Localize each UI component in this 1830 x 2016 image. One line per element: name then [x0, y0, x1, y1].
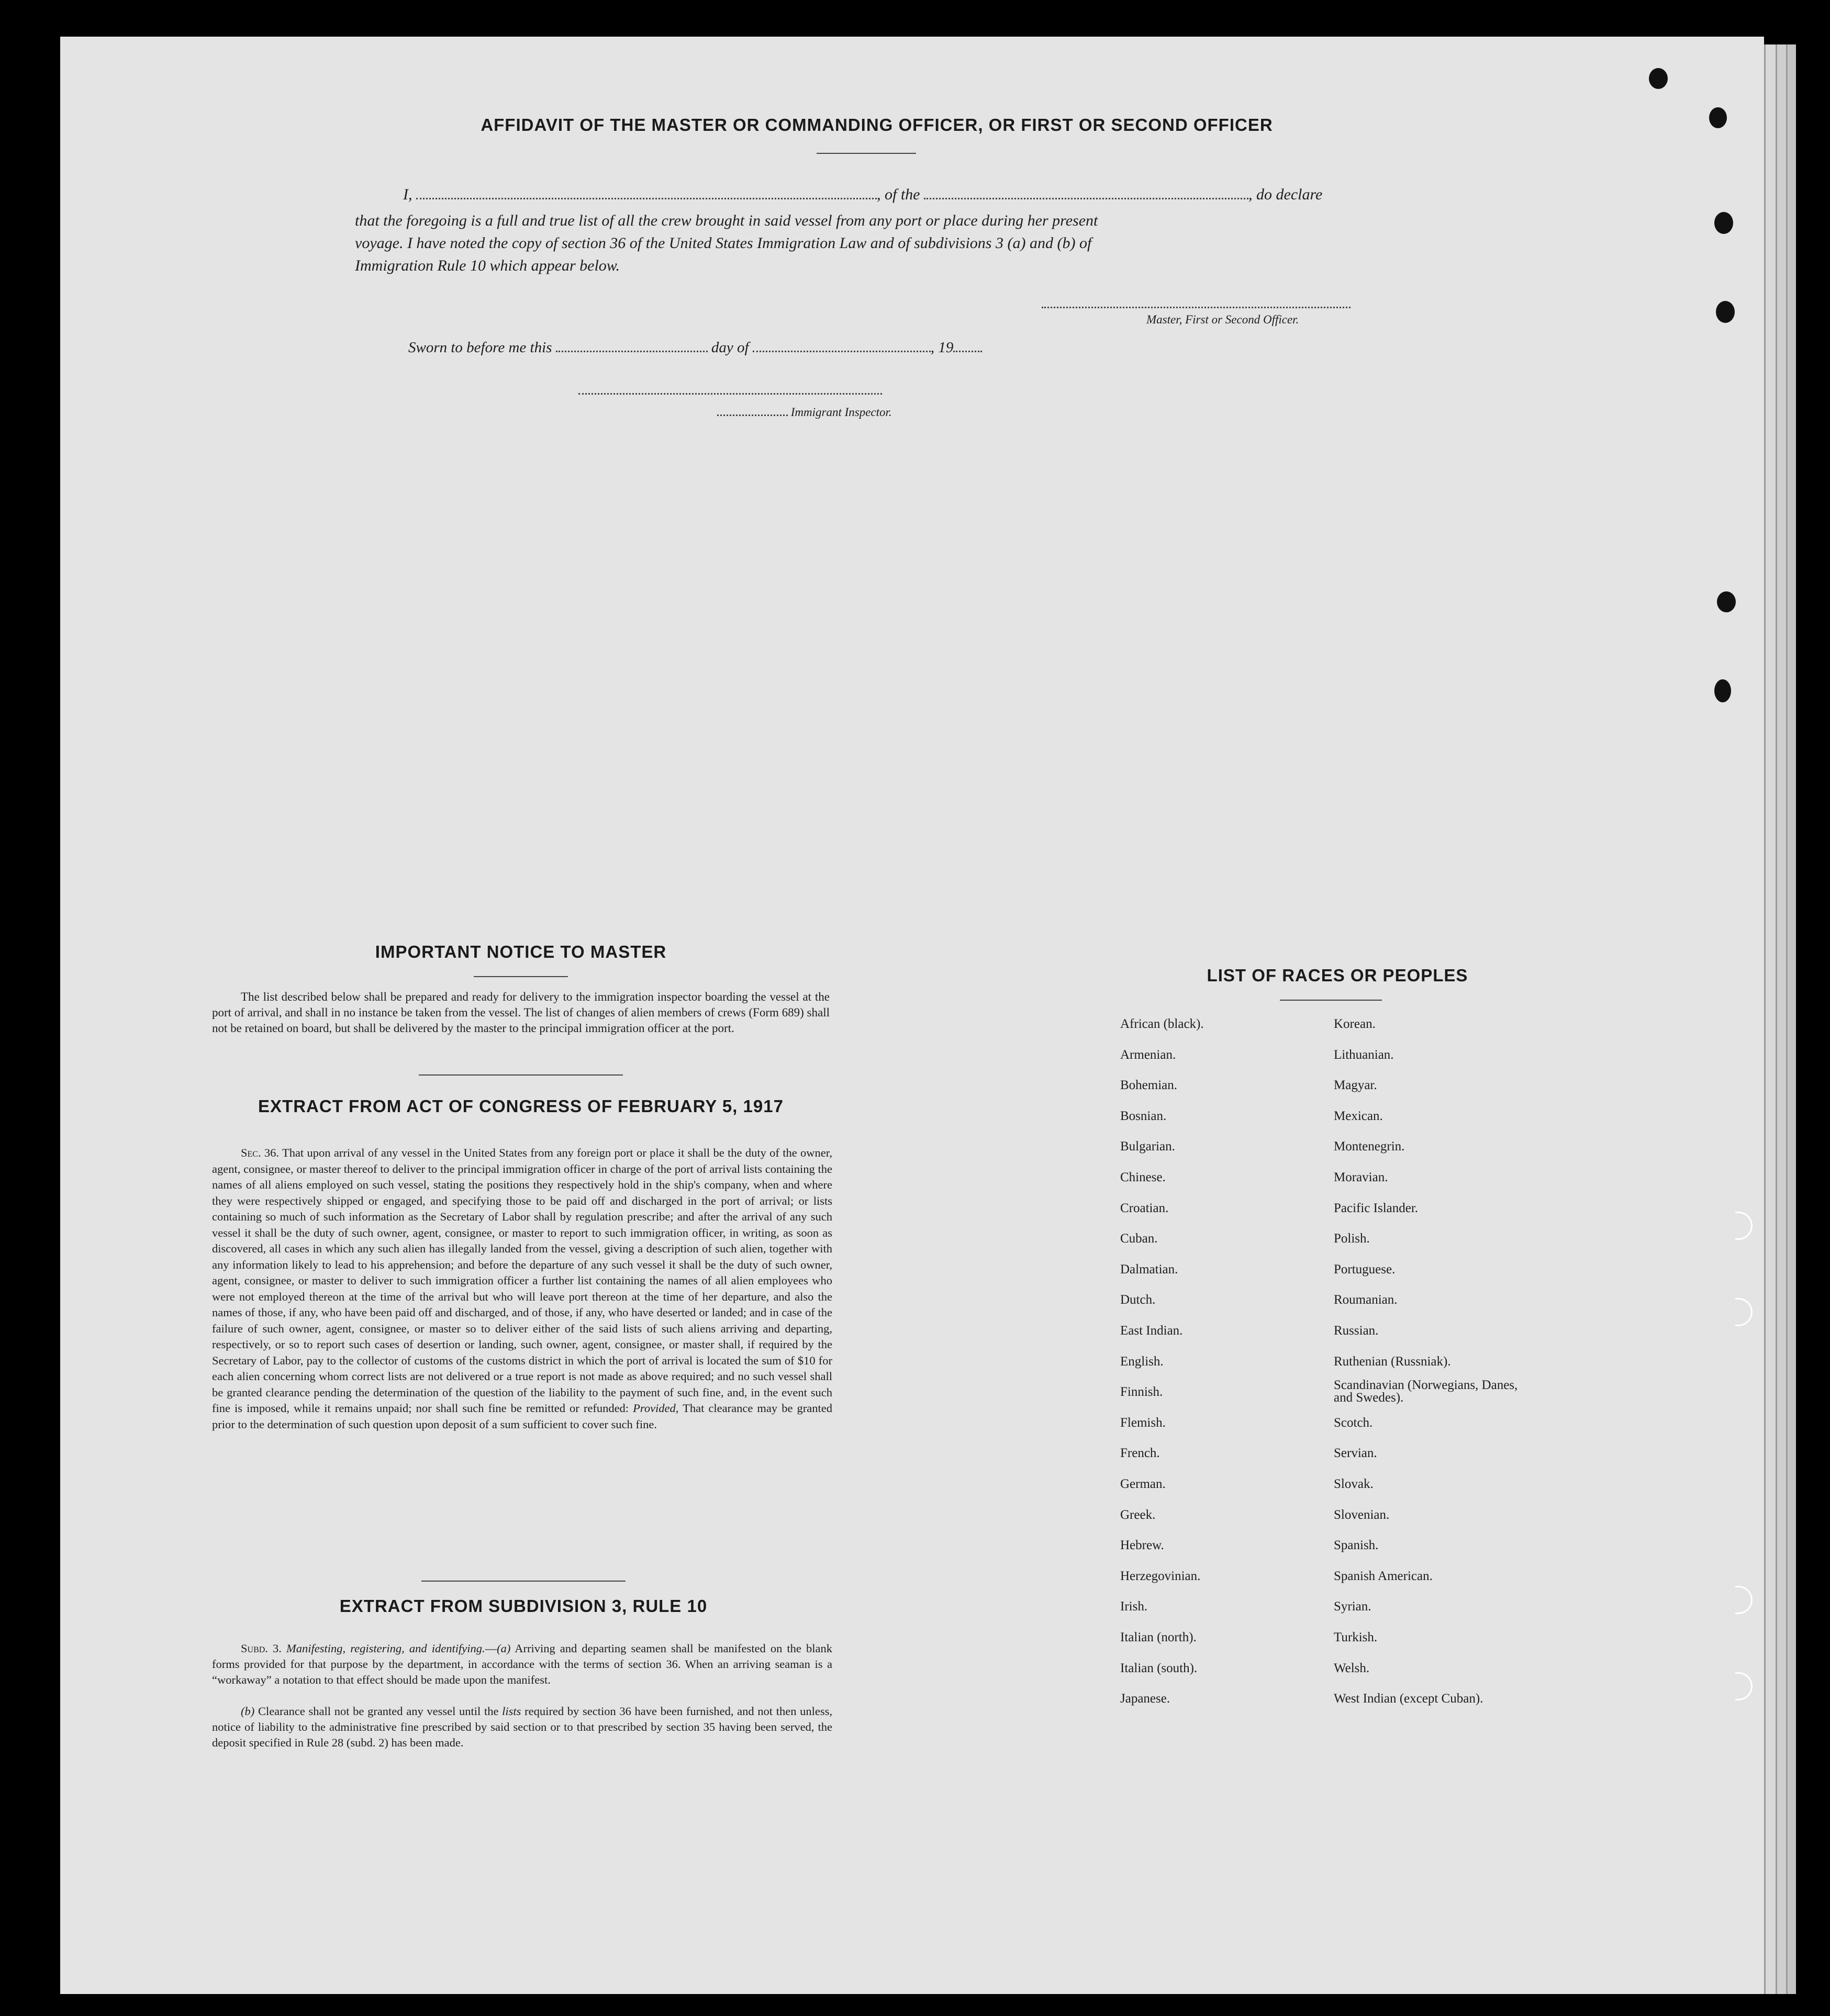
- race-item: French.: [1120, 1446, 1160, 1461]
- race-item: Scandinavian (Norwegians, Danes, and Swedes).: [1334, 1378, 1518, 1405]
- race-item: West Indian (except Cuban).: [1334, 1692, 1483, 1706]
- provided-label: Provided,: [633, 1402, 679, 1415]
- race-item: Hebrew.: [1120, 1538, 1164, 1553]
- race-item: Bosnian.: [1120, 1108, 1167, 1123]
- affidavit-body: [355, 209, 1381, 277]
- race-item: Portuguese.: [1334, 1262, 1396, 1276]
- sec-label: Sec. 36.: [241, 1146, 280, 1159]
- subd-label: Subd. 3.: [241, 1642, 282, 1655]
- affidavit-body-line: voyage. I have noted the copy of section 36 of the United States Immigration Law and of subdivisions 3 (a) and (b) of: [355, 234, 1092, 252]
- race-item: Dalmatian.: [1120, 1262, 1178, 1276]
- inspector-signature-blank: [578, 393, 882, 395]
- race-item: Herzegovinian.: [1120, 1569, 1201, 1583]
- i-label: I,: [403, 186, 412, 203]
- notice-text: The list described below shall be prepared and ready for delivery to the immigration inspector boarding the vessel at the port of arrival, and shall in no instance be taken from the vessel. The list of changes of alien members of crews (Form 689) shall not be retained on board, but shall be delivered by the master to the principal immigration officer at the port.: [212, 990, 830, 1035]
- sworn-label: Sworn to before me this: [408, 339, 552, 356]
- race-item: African (black).: [1120, 1017, 1204, 1031]
- race-item: Russian.: [1334, 1324, 1379, 1338]
- subd-heading: Manifesting, registering, and identifying.: [286, 1642, 485, 1655]
- race-item: English.: [1120, 1354, 1164, 1369]
- year-prefix: , 19: [930, 339, 954, 356]
- race-item: Slovenian.: [1334, 1507, 1390, 1522]
- rule-subd-b: [212, 1704, 832, 1751]
- race-item: Polish.: [1334, 1231, 1370, 1246]
- race-item: Cuban.: [1120, 1231, 1158, 1246]
- month-blank: [753, 350, 931, 352]
- race-item: Syrian.: [1334, 1599, 1371, 1614]
- race-item: Korean.: [1334, 1017, 1376, 1031]
- race-item: Spanish.: [1334, 1538, 1379, 1553]
- race-item: Mexican.: [1334, 1108, 1383, 1123]
- day-of-label: day of: [711, 339, 749, 356]
- race-item: Greek.: [1120, 1507, 1156, 1522]
- binder-hole: [1709, 107, 1727, 128]
- race-item: Spanish American.: [1334, 1569, 1433, 1583]
- b-text-1: Clearance shall not be granted any vessel until the: [258, 1705, 499, 1718]
- race-item: Roumanian.: [1334, 1293, 1398, 1307]
- race-item: Magyar.: [1334, 1078, 1377, 1093]
- a-text: Arriving and departing seamen shall be manifested on the blank forms provided for that purpose by the department, in accordance with the terms of section 36. When an arriving seaman is a “workaway” a notation to that effect should be made upon the manifest.: [212, 1642, 833, 1686]
- race-item: Servian.: [1334, 1446, 1377, 1461]
- race-item: Turkish.: [1334, 1630, 1378, 1644]
- race-item: Armenian.: [1120, 1047, 1176, 1062]
- b-text-2: required by section 36 have been furnished, and not then unless, notice of liability to the administrative fine prescribed by said section or to that prescribed by section 35 having been served, the deposit specified in Rule 28 (subd. 2) has been made.: [212, 1705, 833, 1749]
- divider: [474, 976, 568, 977]
- divider: [419, 1074, 623, 1076]
- master-signature-label: Master, First or Second Officer.: [1146, 313, 1299, 326]
- race-item: Moravian.: [1334, 1170, 1388, 1184]
- race-item: Welsh.: [1334, 1661, 1370, 1675]
- binder-hole: [1716, 301, 1735, 323]
- inspector-label: Immigrant Inspector.: [790, 406, 892, 419]
- page-edge: [1786, 44, 1796, 1994]
- binder-hole: [1649, 68, 1668, 89]
- race-item: Scotch.: [1334, 1415, 1373, 1430]
- b-lists: lists: [502, 1705, 521, 1718]
- race-item: Dutch.: [1120, 1293, 1156, 1307]
- race-item: Ruthenian (Russniak).: [1334, 1354, 1451, 1369]
- vessel-blank: [924, 197, 1248, 199]
- divider: [421, 1581, 626, 1582]
- sworn-line: [408, 339, 982, 356]
- race-item: Japanese.: [1120, 1692, 1170, 1706]
- act-title: EXTRACT FROM ACT OF CONGRESS OF FEBRUARY 5, 1917: [258, 1096, 784, 1116]
- race-item: Slovak.: [1334, 1477, 1374, 1491]
- act-body-end: That clearance may be granted prior to the determination of such question upon deposit of a sum sufficient to cover such fine.: [212, 1402, 833, 1431]
- binder-hole: [1717, 591, 1736, 612]
- race-item: Montenegrin.: [1334, 1139, 1405, 1154]
- master-signature-blank: [1042, 306, 1351, 308]
- notice-title: IMPORTANT NOTICE TO MASTER: [375, 942, 667, 961]
- race-item: Italian (south).: [1120, 1661, 1198, 1675]
- races-title: LIST OF RACES OR PEOPLES: [1207, 966, 1468, 985]
- inspector-blank: [717, 414, 788, 416]
- race-item: Pacific Islander.: [1334, 1201, 1419, 1215]
- race-item: Croatian.: [1120, 1201, 1169, 1215]
- day-blank: [556, 350, 708, 352]
- affidavit-title: AFFIDAVIT OF THE MASTER OR COMMANDING OFFICER, OR FIRST OR SECOND OFFICER: [481, 115, 1273, 135]
- act-text: [212, 1145, 832, 1432]
- affidavit-declaration-line: [403, 186, 1322, 204]
- race-item: German.: [1120, 1477, 1166, 1491]
- binder-hole: [1714, 212, 1733, 234]
- year-blank: [953, 350, 982, 352]
- name-blank: [416, 197, 877, 199]
- race-item: Finnish.: [1120, 1385, 1163, 1399]
- race-item: Irish.: [1120, 1599, 1148, 1614]
- act-body: That upon arrival of any vessel in the United States from any foreign port or place it shall be the duty of the owner, agent, consignee, or master thereof to deliver to the principal immigration officer in charge of the port of arrival lists containing the names of all aliens employed on such vessel, stating the positions they respectively hold in the ship's company, when and where they were respectively shipped or engaged, and specifying those to be paid off and discharged in the port of arrival; or lists containing so much of such information as the Secretary of Labor shall by regulation prescribe; and after the arrival of any such vessel it shall be the duty of such owner, agent, consignee, or master to report to such immigration officer, in writing, as soon as discovered, all cases in which any such alien has illegally landed from the vessel, giving a description of such alien, together with any information likely to lead to his apprehension; and before the departure of any such vessel it shall be the duty of such owner, agent, consignee, or master to deliver to such immigration officer a further list containing the names of all alien employees who were not employed thereon at the time of the arrival but who will leave port thereon at the time of her departure, and also the names of those, if any, who have been paid off and discharged, and of those, if any, who have deserted or landed; and in case of the failure of such owner, agent, consignee, or master so to deliver either of the said lists of such aliens arriving and departing, respectively, or so to report such cases of desertion or landing, such owner, agent, consignee, or master shall, if required by the Secretary of Labor, pay to the collector of customs of the customs district in which the port of arrival is located the sum of $10 for each alien concerning whom correct lists are not delivered or a true report is not made as above required; and no such vessel shall be granted clearance pending the determination of the question of the liability to the payment of such fine, and, in the event such fine is imposed, while it remains unpaid; nor shall such fine be remitted or refunded:: [212, 1146, 832, 1415]
- race-item: Lithuanian.: [1334, 1047, 1394, 1062]
- binder-hole: [1714, 679, 1731, 702]
- declare-label: , do declare: [1248, 186, 1323, 203]
- rule-subd-a: Subd. 3. Manifesting, registering, and identifying.—(a) Arriving and departing seamen shall be manifested on the blank forms provided for that purpose by the department, in accordance with the terms of section 36. When an arriving seaman is a “workaway” a notation to that effect should be made upon the manifest.: [212, 1642, 833, 1686]
- affidavit-body-line: that the foregoing is a full and true list of all the crew brought in said vessel from any port or place during her present: [355, 212, 1098, 229]
- race-item: Bohemian.: [1120, 1078, 1178, 1093]
- race-item: Bulgarian.: [1120, 1139, 1175, 1154]
- race-item: East Indian.: [1120, 1324, 1183, 1338]
- affidavit-body-line: Immigration Rule 10 which appear below.: [355, 257, 620, 274]
- b-label: (b): [241, 1705, 255, 1718]
- inspector-line: [717, 406, 892, 419]
- divider: [817, 153, 916, 154]
- of-the-label: , of the: [877, 186, 920, 203]
- divider: [1280, 1000, 1382, 1001]
- race-item: Flemish.: [1120, 1415, 1166, 1430]
- race-item: Italian (north).: [1120, 1630, 1197, 1644]
- race-item: Chinese.: [1120, 1170, 1166, 1184]
- a-label: (a): [497, 1642, 511, 1655]
- rule-title: EXTRACT FROM SUBDIVISION 3, RULE 10: [339, 1596, 708, 1616]
